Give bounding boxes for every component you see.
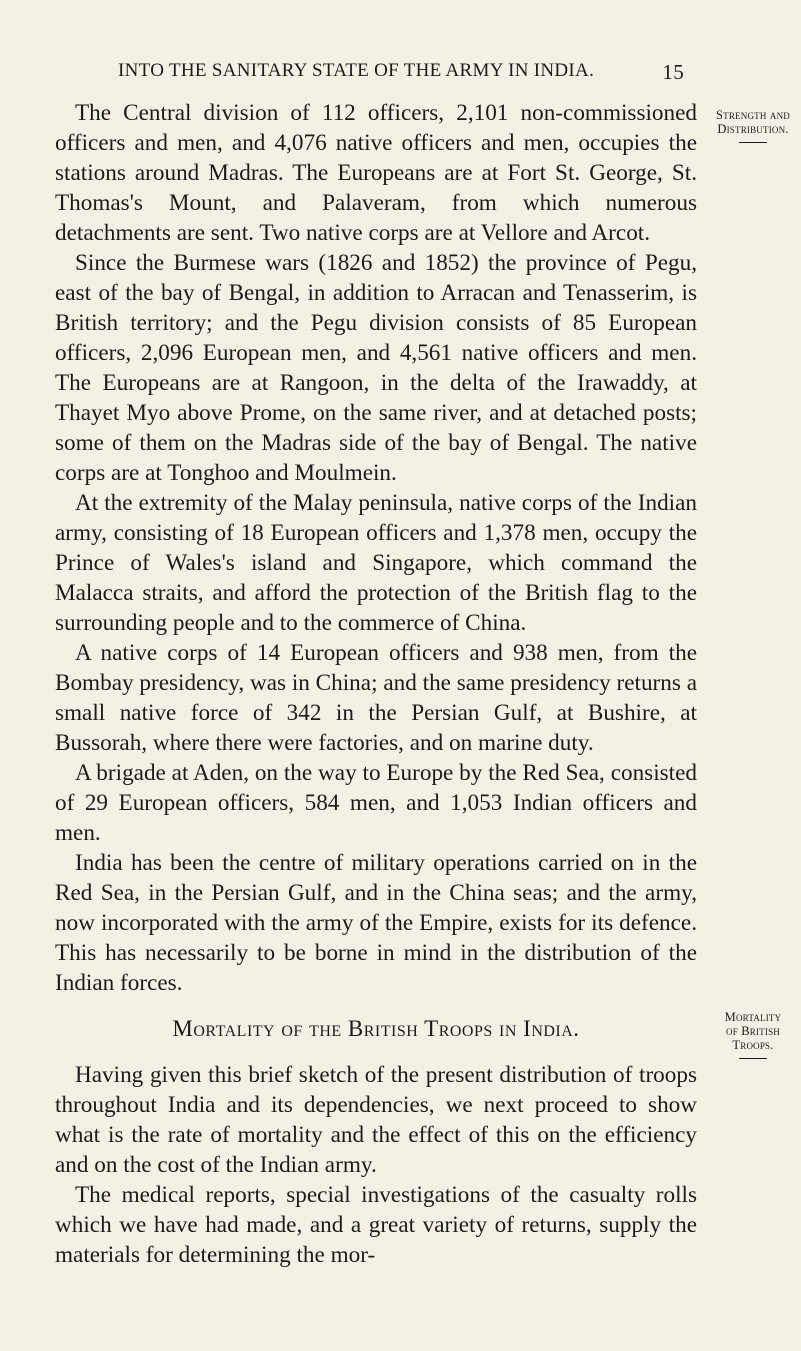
running-head-title: INTO THE SANITARY STATE OF THE ARMY IN INDIA.	[118, 60, 595, 81]
paragraph: At the extremity of the Malay peninsula, native corps of the Indian army, consisting of 18 European officers and 1,378 men, occupy the Prince of Wales's island and Singapore, which command the Malacca straits, and afford the protection of the British flag to the surrounding people and to the commerce of China.	[55, 490, 697, 636]
sidenote-line: Strength and	[716, 108, 790, 122]
sidenote-strength-distribution	[705, 108, 801, 143]
sidenote-rule	[739, 1058, 767, 1059]
sidenote-line: Distribution.	[717, 122, 789, 136]
sidenote-mortality	[705, 1010, 801, 1059]
section-heading: Mortality of the British Troops in India.	[172, 1016, 580, 1041]
paragraph: Since the Burmese wars (1826 and 1852) the province of Pegu, east of the bay of Bengal, in addition to Arracan and Tenasserim, is British territory; and the Pegu division consists of 85 European officers, 2,096 European men, and 4,561 native officers and men. The Europeans are at Rangoon, in the delta of the Irawaddy, at Thayet Myo above Prome, on the same river, and at detached posts; some of them on the Madras side of the bay of Bengal. The native corps are at Tonghoo and Moulmein.	[55, 250, 697, 486]
body-text	[55, 98, 697, 1270]
sidenote-line: Mortality	[724, 1010, 782, 1024]
paragraph: The medical reports, special investigations of the casualty rolls which we have had made, and a great variety of returns, supply the materials for determining the mor-	[55, 1182, 697, 1268]
sidenote-line: Troops.	[732, 1038, 774, 1052]
paragraph: A brigade at Aden, on the way to Europe by the Red Sea, consisted of 29 European officers, 584 men, and 1,053 Indian officers and men.	[55, 760, 697, 846]
page-number: 15	[662, 60, 684, 84]
sidenote-rule	[739, 142, 767, 143]
paragraph: India has been the centre of military operations carried on in the Red Sea, in the Persian Gulf, and in the China seas; and the army, now incorporated with the army of the Empire, exists for its defence. This has necessarily to be borne in mind in the distribution of the Indian forces.	[55, 850, 697, 996]
sidenote-line: of British	[726, 1024, 780, 1038]
paragraph: The Central division of 112 officers, 2,101 non-commissioned officers and men, and 4,076 native officers and men, occupies the stations around Madras. The Europeans are at Fort St. George, St. Thomas's Mount, and Palaveram, from which numerous detachments are sent. Two native corps are at Vellore and Arcot.	[55, 100, 697, 246]
paragraph: A native corps of 14 European officers and 938 men, from the Bombay presidency, was in China; and the same presidency returns a small native force of 342 in the Persian Gulf, at Bushire, at Bussorah, where there were factories, and on marine duty.	[55, 640, 697, 756]
paragraph: Having given this brief sketch of the present distribution of troops throughout India and its dependencies, we next proceed to show what is the rate of mortality and the effect of this on the efficiency and on the cost of the Indian army.	[55, 1062, 697, 1178]
